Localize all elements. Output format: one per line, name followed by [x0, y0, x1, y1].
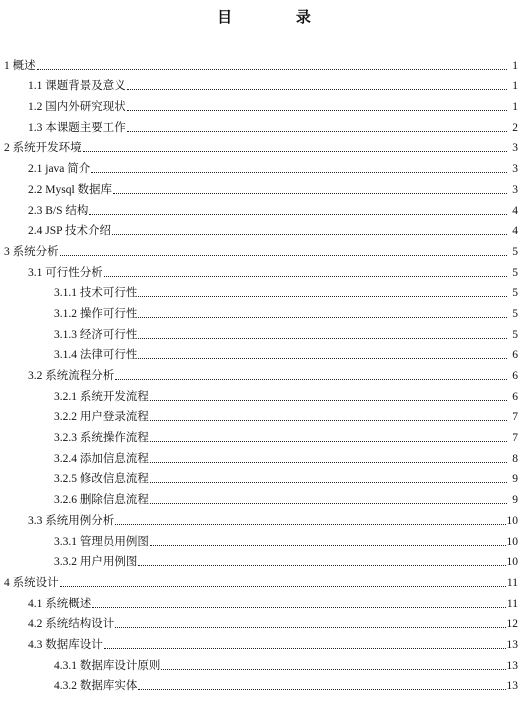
dot-leader: [138, 689, 505, 690]
toc-entry[interactable]: [0, 569, 528, 590]
toc-entry-page-number: 13: [506, 638, 518, 651]
toc-entry[interactable]: [0, 135, 528, 156]
dot-leader: [104, 276, 507, 277]
toc-entry-page-number: 11: [506, 576, 518, 589]
toc-entry[interactable]: [0, 218, 528, 239]
dot-leader: [138, 565, 505, 566]
toc-entry-page-number: 10: [506, 514, 518, 527]
dot-leader: [150, 462, 507, 463]
toc-entry-label: 3.2.4 添加信息流程: [54, 452, 149, 465]
toc-entry-page-number: 13: [506, 659, 518, 672]
toc-entry-page-number: 1: [512, 80, 518, 93]
toc-entry-page-number: 13: [506, 680, 518, 693]
toc-entry[interactable]: [0, 424, 528, 445]
toc-entry-label: 4.2 系统结构设计: [28, 618, 115, 631]
toc-entry[interactable]: [0, 52, 528, 73]
dot-leader: [115, 379, 507, 380]
toc-entry-label: 3.1.4 法律可行性: [54, 349, 138, 362]
toc-entry[interactable]: [0, 404, 528, 425]
toc-entry-label: 3.1.2 操作可行性: [54, 307, 138, 320]
dot-leader: [127, 89, 507, 90]
toc-entry-page-number: 7: [512, 432, 518, 445]
toc-entry[interactable]: [0, 259, 528, 280]
toc-entry-label: 3.1.1 技术可行性: [54, 287, 138, 300]
toc-entry-page-number: 4: [512, 204, 518, 217]
toc-entry-page-number: 5: [512, 307, 518, 320]
toc-entry-label: 4 系统设计: [4, 576, 59, 589]
toc-entry[interactable]: [0, 114, 528, 135]
toc-entry-label: 3.3 系统用例分析: [28, 514, 115, 527]
toc-entry-label: 2.3 B/S 结构: [28, 204, 89, 217]
dot-leader: [83, 151, 507, 152]
toc-entry[interactable]: [0, 73, 528, 94]
toc-entry[interactable]: [0, 528, 528, 549]
dot-leader: [92, 607, 506, 608]
toc-entry[interactable]: [0, 321, 528, 342]
toc-entry-label: 3.2.2 用户登录流程: [54, 411, 149, 424]
toc-entry-page-number: 6: [512, 370, 518, 382]
toc-entry-label: 3 系统分析: [4, 245, 59, 258]
toc-entry-page-number: 6: [512, 349, 518, 362]
toc-entry[interactable]: [0, 507, 528, 528]
dot-leader: [60, 255, 507, 256]
table-of-contents: [0, 52, 528, 693]
toc-entry[interactable]: [0, 197, 528, 218]
toc-entry-page-number: 5: [512, 328, 518, 341]
toc-entry-page-number: 7: [512, 411, 518, 424]
toc-entry-label: 3.2.1 系统开发流程: [54, 390, 149, 403]
dot-leader: [138, 296, 507, 297]
toc-entry[interactable]: [0, 362, 528, 383]
toc-entry-page-number: 10: [506, 556, 518, 569]
toc-entry-label: 1.2 国内外研究现状: [28, 101, 126, 114]
dot-leader: [138, 358, 507, 359]
toc-entry[interactable]: [0, 611, 528, 632]
toc-entry-page-number: 3: [512, 163, 518, 176]
toc-entry-page-number: 1: [512, 59, 518, 72]
toc-entry-label: 3.3.1 管理员用例图: [54, 535, 149, 548]
dot-leader: [112, 234, 507, 235]
toc-entry-page-number: 9: [512, 494, 518, 507]
dot-leader: [37, 69, 507, 70]
toc-entry-label: 4.3.2 数据库实体: [54, 680, 138, 693]
toc-entry-label: 1.1 课题背景及意义: [28, 80, 126, 93]
toc-entry-label: 1.3 本课题主要工作: [28, 121, 126, 134]
toc-entry[interactable]: [0, 176, 528, 197]
toc-entry-page-number: 5: [512, 245, 518, 258]
dot-leader: [150, 400, 507, 401]
dot-leader: [150, 545, 506, 546]
toc-entry-label: 2.1 java 简介: [28, 163, 91, 176]
toc-entry[interactable]: [0, 466, 528, 487]
dot-leader: [89, 214, 507, 215]
toc-entry-page-number: 3: [512, 183, 518, 196]
dot-leader: [127, 131, 507, 132]
toc-entry-label: 3.1 可行性分析: [28, 266, 103, 279]
toc-entry[interactable]: [0, 590, 528, 611]
dot-leader: [150, 503, 507, 504]
dot-leader: [113, 193, 507, 194]
toc-entry-page-number: 10: [506, 535, 518, 548]
toc-entry-label: 3.3.2 用户用例图: [54, 556, 138, 569]
toc-entry-page-number: 9: [512, 473, 518, 486]
dot-leader: [60, 586, 506, 587]
dot-leader: [91, 172, 507, 173]
toc-entry[interactable]: [0, 486, 528, 507]
dot-leader: [150, 420, 507, 421]
toc-entry-label: 4.1 系统概述: [28, 597, 92, 610]
toc-entry-label: 3.2.5 修改信息流程: [54, 473, 149, 486]
toc-entry-label: 2.2 Mysql 数据库: [28, 183, 113, 196]
toc-entry-page-number: 4: [512, 225, 518, 238]
dot-leader: [104, 648, 506, 649]
dot-leader: [150, 482, 507, 483]
page-title: 目 录: [217, 10, 341, 26]
dot-leader: [150, 441, 507, 442]
toc-entry-page-number: 5: [512, 266, 518, 279]
dot-leader: [138, 338, 507, 339]
toc-entry-page-number: 2: [512, 121, 518, 134]
toc-entry-label: 3.2.6 删除信息流程: [54, 494, 149, 507]
toc-entry[interactable]: [0, 93, 528, 114]
dot-leader: [127, 110, 507, 111]
toc-entry-label: 1 概述: [4, 59, 36, 72]
toc-entry[interactable]: [0, 652, 528, 673]
toc-entry[interactable]: [0, 280, 528, 301]
toc-entry[interactable]: [0, 300, 528, 321]
toc-entry[interactable]: [0, 673, 528, 694]
toc-entry-page-number: 11: [506, 597, 518, 610]
dot-leader: [115, 627, 505, 628]
toc-entry-page-number: 6: [512, 390, 518, 403]
toc-entry[interactable]: [0, 342, 528, 363]
toc-entry[interactable]: [0, 383, 528, 404]
dot-leader: [115, 524, 505, 525]
toc-entry-label: 2 系统开发环境: [4, 142, 82, 155]
toc-entry[interactable]: [0, 631, 528, 652]
toc-entry[interactable]: [0, 238, 528, 259]
toc-entry-label: 2.4 JSP 技术介绍: [28, 225, 111, 238]
toc-entry-label: 4.3 数据库设计: [28, 638, 103, 651]
toc-entry-page-number: 12: [506, 618, 518, 631]
toc-entry-label: 3.2 系统流程分析: [28, 370, 115, 382]
dot-leader: [161, 669, 505, 670]
toc-entry-page-number: 3: [512, 142, 518, 155]
toc-entry-label: 3.1.3 经济可行性: [54, 328, 138, 341]
toc-entry-page-number: 1: [512, 101, 518, 114]
toc-entry-page-number: 8: [512, 452, 518, 465]
dot-leader: [138, 317, 507, 318]
toc-entry-label: 3.2.3 系统操作流程: [54, 432, 149, 445]
toc-entry-page-number: 5: [512, 287, 518, 300]
toc-entry[interactable]: [0, 549, 528, 570]
toc-entry[interactable]: [0, 155, 528, 176]
toc-entry[interactable]: [0, 445, 528, 466]
toc-entry-label: 4.3.1 数据库设计原则: [54, 659, 161, 672]
